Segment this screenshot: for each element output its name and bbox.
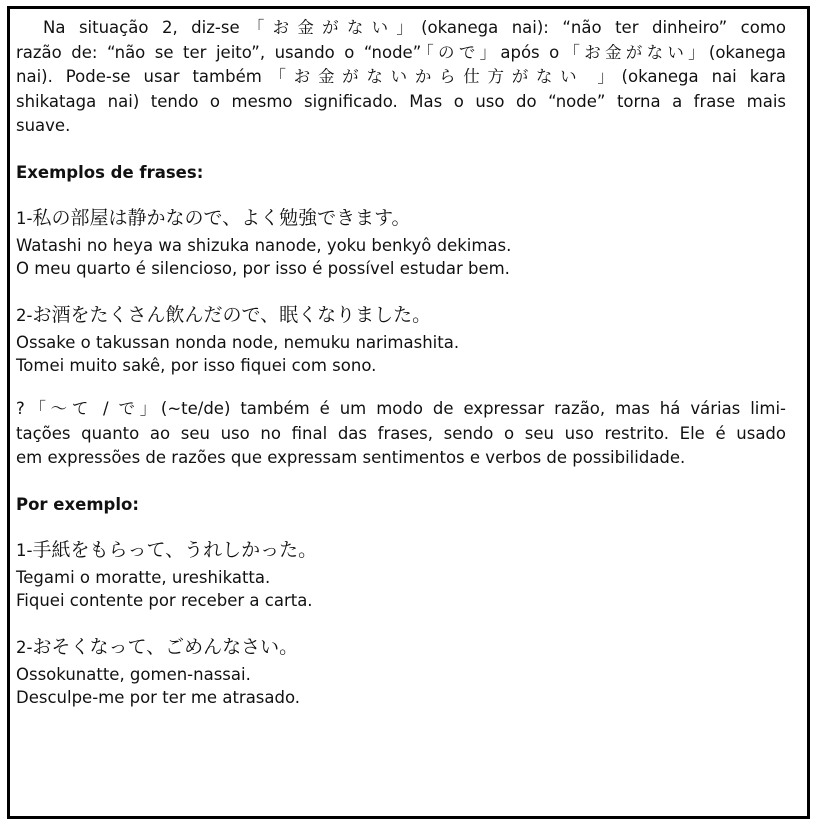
example-block xyxy=(16,535,786,612)
example-japanese xyxy=(16,203,786,234)
intro-line: suave. xyxy=(16,116,71,136)
example-romaji: Ossake o takussan nonda node, nemuku narimashita. xyxy=(16,332,460,352)
example-block xyxy=(16,300,786,377)
example-japanese-text: 手紙をもらって、うれしかった。 xyxy=(32,538,318,561)
intro-line: nai). Pode-se usar também「お金がないから仕方がない 」(okanega nai kara xyxy=(16,67,786,87)
example-japanese xyxy=(16,300,786,331)
example-romaji: Watashi no heya wa shizuka nanode, yoku benkyô dekimas. xyxy=(16,235,512,255)
example-japanese xyxy=(16,535,786,566)
note-line: em expressões de razões que expressam sentimentos e verbos de possibilidade. xyxy=(16,448,686,468)
example-translation: Tomei muito sakê, por isso fiquei com sono. xyxy=(16,355,377,375)
example-block xyxy=(16,632,786,709)
example-japanese-text: 私の部屋は静かなので、よく勉強できます。 xyxy=(32,206,411,229)
example-romaji: Ossokunatte, gomen-nassai. xyxy=(16,664,251,684)
section-heading: Exemplos de frases: xyxy=(16,162,204,182)
note-line: tações quanto ao seu uso no final das frases, sendo o seu uso restrito. Ele é usado xyxy=(16,423,786,443)
intro-line: razão de: “não se ter jeito”, usando o “node”「ので」após o「お金がない」(okanega xyxy=(16,42,786,62)
note-paragraph xyxy=(16,397,786,471)
example-number: 2- xyxy=(16,305,33,325)
example-number: 2- xyxy=(16,637,33,657)
intro-line: shikataga nai) tendo o mesmo significado. Mas o uso do “node” torna a frase mais xyxy=(16,91,786,111)
document-content xyxy=(16,16,786,709)
example-japanese-text: お酒をたくさん飲んだので、眠くなりました。 xyxy=(32,303,432,326)
example-japanese xyxy=(16,632,786,663)
example-number: 1- xyxy=(16,208,33,228)
example-japanese-text: おそくなって、ごめんなさい。 xyxy=(32,635,299,658)
example-romaji: Tegami o moratte, ureshikatta. xyxy=(16,567,271,587)
example-translation: Fiquei contente por receber a carta. xyxy=(16,590,313,610)
example-translation: O meu quarto é silencioso, por isso é possível estudar bem. xyxy=(16,258,510,278)
example-number: 1- xyxy=(16,540,33,560)
section-heading: Por exemplo: xyxy=(16,494,139,514)
example-translation: Desculpe-me por ter me atrasado. xyxy=(16,687,301,707)
intro-paragraph xyxy=(16,16,786,139)
example-block xyxy=(16,203,786,280)
intro-line: Na situação 2, diz-se「お金がない」(okanega nai): “não ter dinheiro” como xyxy=(43,18,786,37)
note-line: ?「～て / で」(~te/de) também é um modo de expressar razão, mas há várias limi- xyxy=(16,398,786,418)
